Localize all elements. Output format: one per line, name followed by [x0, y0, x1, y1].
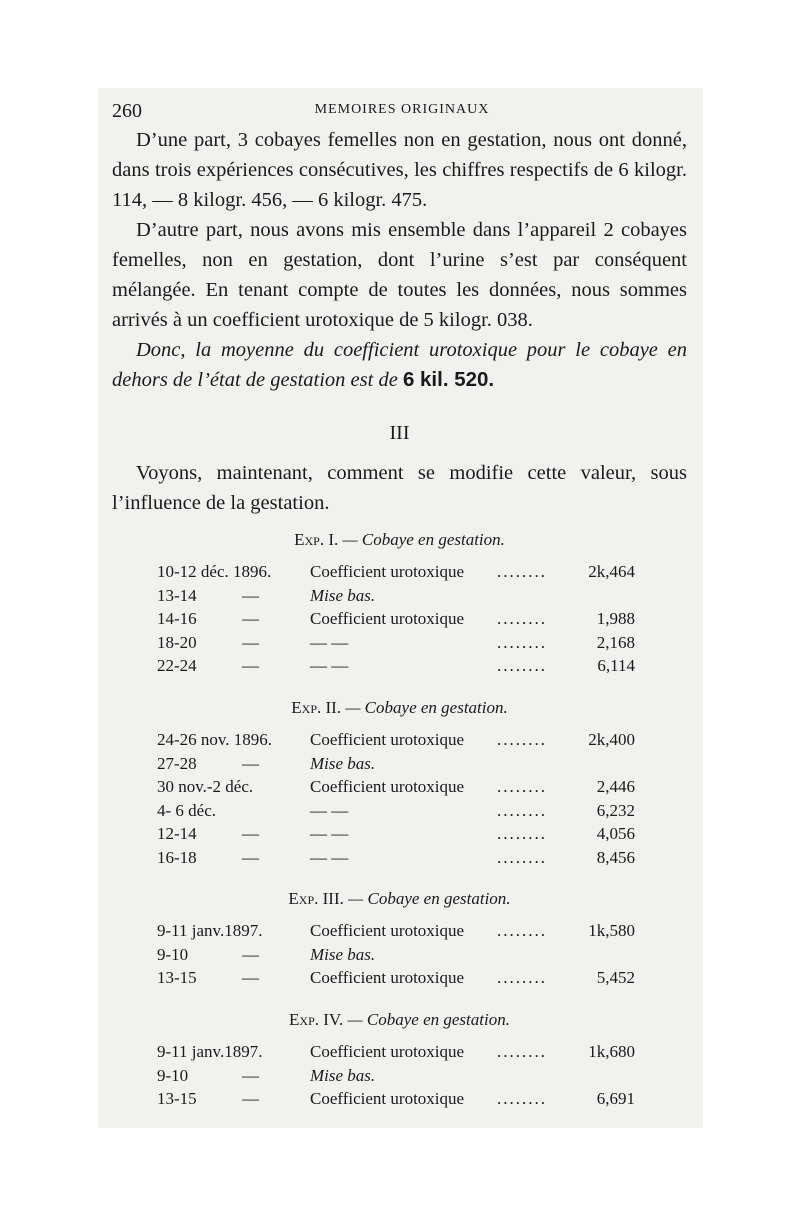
row-date: 13-15	[157, 968, 197, 987]
row-ditto-mark: —	[242, 753, 259, 773]
row-date: 9-10	[157, 1065, 189, 1085]
experiment-title: — Cobaye en gestation.	[345, 698, 508, 717]
row-leader-dots: ........	[497, 562, 547, 581]
table-row	[112, 609, 687, 633]
row-leader-dots: ........	[497, 968, 547, 987]
row-description: — —	[310, 847, 349, 867]
experiment-3-heading	[112, 889, 687, 909]
table-row	[112, 1089, 687, 1113]
row-ditto-mark: —	[242, 944, 259, 964]
row-date: 13-14	[157, 585, 197, 605]
experiment-3-table	[112, 921, 687, 992]
table-row	[112, 1042, 687, 1066]
row-date: 14-16	[157, 609, 197, 628]
row-ditto-mark: —	[242, 632, 259, 652]
row-date: 9-10	[157, 944, 189, 964]
row-description: — —	[310, 632, 349, 652]
experiment-title: — Cobaye en gestation.	[347, 1010, 510, 1029]
row-description: Mise bas.	[310, 1065, 376, 1085]
section-3-text	[112, 458, 687, 518]
experiment-4-table	[112, 1042, 687, 1113]
row-leader-dots: ........	[497, 632, 547, 652]
section-number: III	[389, 422, 410, 444]
row-ditto-mark: —	[242, 847, 259, 867]
table-row	[112, 968, 687, 992]
experiment-1-table	[112, 562, 687, 680]
row-description: Mise bas.	[310, 944, 376, 964]
row-leader-dots: ........	[497, 824, 547, 843]
table-row	[112, 921, 687, 945]
row-description: Coefficient urotoxique	[310, 921, 465, 940]
row-description: Coefficient urotoxique	[310, 968, 465, 987]
row-value: 8,456	[596, 847, 635, 867]
row-ditto-mark: —	[242, 656, 259, 675]
row-leader-dots: ........	[497, 847, 547, 867]
row-description: Coefficient urotoxique	[310, 609, 465, 628]
row-description: Mise bas.	[310, 585, 376, 605]
row-value: 6,114	[597, 656, 635, 675]
row-leader-dots: ........	[497, 777, 547, 796]
paragraph-section-3: Voyons, maintenant, comment se modifie cette valeur, sous l’influence de la gestation.	[112, 462, 687, 514]
row-ditto-mark: —	[242, 824, 259, 843]
row-date: 22-24	[157, 656, 197, 675]
row-leader-dots: ........	[497, 609, 547, 628]
table-row	[112, 754, 687, 778]
row-description: Coefficient urotoxique	[310, 1042, 465, 1061]
experiment-label: Exp. I.	[294, 530, 339, 549]
page-number: 260	[112, 100, 142, 122]
table-row	[112, 656, 687, 680]
conclusion-text: Donc, la moyenne du coefficient urotoxique pour le cobaye en dehors de l’état de gestation est de	[112, 339, 687, 391]
row-value: 6,691	[596, 1089, 635, 1108]
experiment-4-heading	[112, 1010, 687, 1030]
paragraph-2: D’autre part, nous avons mis ensemble dans l’appareil 2 cobayes femelles, non en gestation, dont l’urine s’est par conséquent mélangée. En tenant compte de toutes les données, nous sommes arrivés à un coefficient urotoxique de 5 kilogr. 038.	[112, 219, 687, 331]
table-row	[112, 824, 687, 848]
row-description: — —	[310, 656, 349, 675]
row-value: 2k,400	[588, 730, 635, 749]
experiment-2-heading	[112, 698, 687, 718]
table-row	[112, 801, 687, 825]
row-value: 1,988	[596, 609, 635, 628]
conclusion-paragraph	[112, 335, 687, 395]
conclusion-value: 6 kil. 520.	[402, 368, 495, 391]
row-value: 2,446	[596, 777, 635, 796]
row-date: 18-20	[157, 632, 197, 652]
row-ditto-mark: —	[242, 1089, 259, 1108]
running-head: MEMOIRES ORIGINAUX	[314, 102, 490, 117]
row-value: 4,056	[596, 824, 635, 843]
table-row	[112, 1066, 687, 1090]
row-date: 13-15	[157, 1089, 197, 1108]
row-date: 10-12 déc. 1896.	[157, 562, 272, 581]
row-date: 27-28	[157, 753, 197, 773]
table-row	[112, 562, 687, 586]
row-date: 9-11 janv.1897.	[157, 1042, 263, 1061]
experiment-title: — Cobaye en gestation.	[342, 530, 505, 549]
row-date: 16-18	[157, 847, 197, 867]
row-value: 2,168	[596, 632, 635, 652]
row-date: 24-26 nov. 1896.	[157, 730, 273, 749]
row-leader-dots: ........	[497, 730, 547, 749]
row-date: 12-14	[157, 824, 197, 843]
row-leader-dots: ........	[497, 921, 547, 940]
row-description: Coefficient urotoxique	[310, 730, 465, 749]
row-leader-dots: ........	[497, 1089, 547, 1108]
row-description: — —	[310, 800, 349, 820]
row-ditto-mark: —	[242, 968, 259, 987]
row-ditto-mark: —	[242, 609, 259, 628]
table-row	[112, 848, 687, 872]
row-leader-dots: ........	[497, 800, 547, 820]
row-description: Coefficient urotoxique	[310, 777, 465, 796]
experiment-label: Exp. IV.	[289, 1010, 344, 1029]
row-value: 5,452	[596, 968, 635, 987]
experiment-label: Exp. III.	[288, 889, 344, 908]
row-description: — —	[310, 824, 349, 843]
table-row	[112, 777, 687, 801]
row-description: Mise bas.	[310, 753, 376, 773]
table-row	[112, 633, 687, 657]
row-leader-dots: ........	[497, 656, 547, 675]
page-header	[112, 100, 692, 122]
table-row	[112, 586, 687, 610]
experiment-1-heading	[112, 530, 687, 550]
paragraph-1: D’une part, 3 cobayes femelles non en gestation, nous ont donné, dans trois expériences consécutives, les chiffres respectifs de 6 kilogr. 114, — 8 kilogr. 456, — 6 kilogr. 475.	[112, 129, 687, 211]
row-ditto-mark: —	[242, 585, 259, 605]
row-description: Coefficient urotoxique	[310, 562, 465, 581]
row-date: 4- 6 déc.	[157, 800, 217, 820]
experiment-2-table	[112, 730, 687, 871]
row-description: Coefficient urotoxique	[310, 1089, 465, 1108]
row-value: 1k,580	[588, 921, 635, 940]
row-leader-dots: ........	[497, 1042, 547, 1061]
body-text	[112, 125, 687, 395]
row-date: 9-11 janv.1897.	[157, 921, 263, 940]
experiment-label: Exp. II.	[291, 698, 342, 717]
row-ditto-mark: —	[242, 1065, 259, 1085]
experiment-title: — Cobaye en gestation.	[348, 889, 511, 908]
table-row	[112, 945, 687, 969]
row-value: 1k,680	[588, 1042, 635, 1061]
table-row	[112, 730, 687, 754]
row-value: 2k,464	[588, 562, 635, 581]
row-date: 30 nov.-2 déc.	[157, 777, 254, 796]
row-value: 6,232	[596, 800, 635, 820]
